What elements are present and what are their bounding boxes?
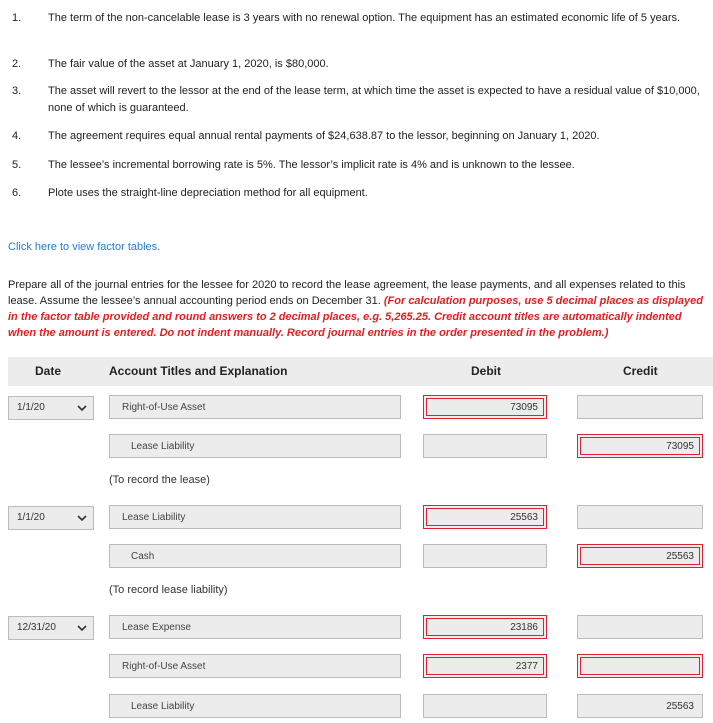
credit-value: 25563: [666, 551, 694, 562]
date-select[interactable]: [8, 396, 94, 420]
credit-input[interactable]: [577, 395, 703, 419]
entry-explanation: (To record the lease): [109, 474, 210, 486]
journal-table-header: [8, 357, 713, 386]
credit-input[interactable]: [577, 615, 703, 639]
fact-number: 4.: [12, 130, 22, 142]
credit-input[interactable]: [577, 694, 703, 718]
fact-number: 6.: [12, 187, 22, 199]
account-title-input[interactable]: [109, 395, 401, 419]
account-title-input[interactable]: [109, 434, 401, 458]
date-select[interactable]: [8, 506, 94, 530]
instructions-warning: (For calculation purposes, use 5 decimal places as displayed in the factor table provided and round answers to 2 decimal places, e.g. 5,265.25. Credit account titles are automatically indented when the amount is entered. Do not indent manually. Record journal entries in the order presented in the problem.): [8, 295, 703, 339]
debit-value: 25563: [510, 512, 538, 523]
chevron-down-icon: [77, 513, 87, 523]
fact-text: Plote uses the straight-line depreciation method for all equipment.: [48, 187, 368, 199]
debit-input[interactable]: [423, 654, 547, 678]
credit-input[interactable]: [577, 434, 703, 458]
account-title-value: Lease Liability: [122, 512, 186, 523]
debit-value: 73095: [510, 402, 538, 413]
chevron-down-icon: [77, 403, 87, 413]
debit-input[interactable]: [423, 615, 547, 639]
fact-text: The fair value of the asset at January 1, 2020, is $80,000.: [48, 58, 329, 70]
fact-number: 5.: [12, 159, 22, 171]
header-account: Account Titles and Explanation: [109, 364, 288, 378]
debit-value: 2377: [515, 661, 538, 672]
header-debit: Debit: [471, 364, 501, 378]
fact-number: 2.: [12, 58, 22, 70]
debit-value: 23186: [510, 622, 538, 633]
account-title-input[interactable]: [109, 505, 401, 529]
header-credit: Credit: [623, 364, 658, 378]
fact-text: The asset will revert to the lessor at the end of the lease term, at which time the asset is expected to have a residual value of $10,000, none of which is guaranteed.: [48, 85, 700, 114]
fact-text: The term of the non-cancelable lease is 3 years with no renewal option. The equipment has an estimated economic life of 5 years.: [48, 12, 681, 24]
instructions: [8, 277, 708, 341]
account-title-input[interactable]: [109, 694, 401, 718]
debit-input[interactable]: [423, 505, 547, 529]
chevron-down-icon: [77, 623, 87, 633]
account-title-value: Lease Liability: [131, 441, 195, 452]
instructions-text: Prepare all of the journal entries for the lessee for 2020 to record the lease agreement, the lease payments, and all expenses related to this lease. Assume the lessee’s annual accounting period ends on December 31.: [8, 279, 686, 307]
account-title-value: Right-of-Use Asset: [122, 661, 206, 672]
debit-input[interactable]: [423, 544, 547, 568]
debit-input[interactable]: [423, 395, 547, 419]
account-title-input[interactable]: [109, 654, 401, 678]
credit-input[interactable]: [577, 505, 703, 529]
credit-value: 73095: [666, 441, 694, 452]
account-title-value: Right-of-Use Asset: [122, 402, 206, 413]
fact-text: The lessee’s incremental borrowing rate is 5%. The lessor’s implicit rate is 4% and is unknown to the lessee.: [48, 159, 575, 171]
account-title-value: Lease Liability: [131, 701, 195, 712]
account-title-value: Lease Expense: [122, 622, 191, 633]
fact-number: 3.: [12, 85, 22, 97]
debit-input[interactable]: [423, 694, 547, 718]
date-value: 1/1/20: [17, 512, 45, 523]
credit-value: 25563: [666, 701, 694, 712]
fact-number: 1.: [12, 12, 22, 24]
account-title-input[interactable]: [109, 615, 401, 639]
credit-input[interactable]: [577, 654, 703, 678]
entry-explanation: (To record lease liability): [109, 584, 228, 596]
date-value: 12/31/20: [17, 622, 56, 633]
account-title-value: Cash: [131, 551, 155, 562]
credit-input[interactable]: [577, 544, 703, 568]
debit-input[interactable]: [423, 434, 547, 458]
account-title-input[interactable]: [109, 544, 401, 568]
date-select[interactable]: [8, 616, 94, 640]
date-value: 1/1/20: [17, 402, 45, 413]
fact-text: The agreement requires equal annual rental payments of $24,638.87 to the lessor, beginning on January 1, 2020.: [48, 130, 600, 142]
factor-tables-link[interactable]: Click here to view factor tables.: [8, 241, 161, 253]
header-date: Date: [35, 364, 62, 378]
